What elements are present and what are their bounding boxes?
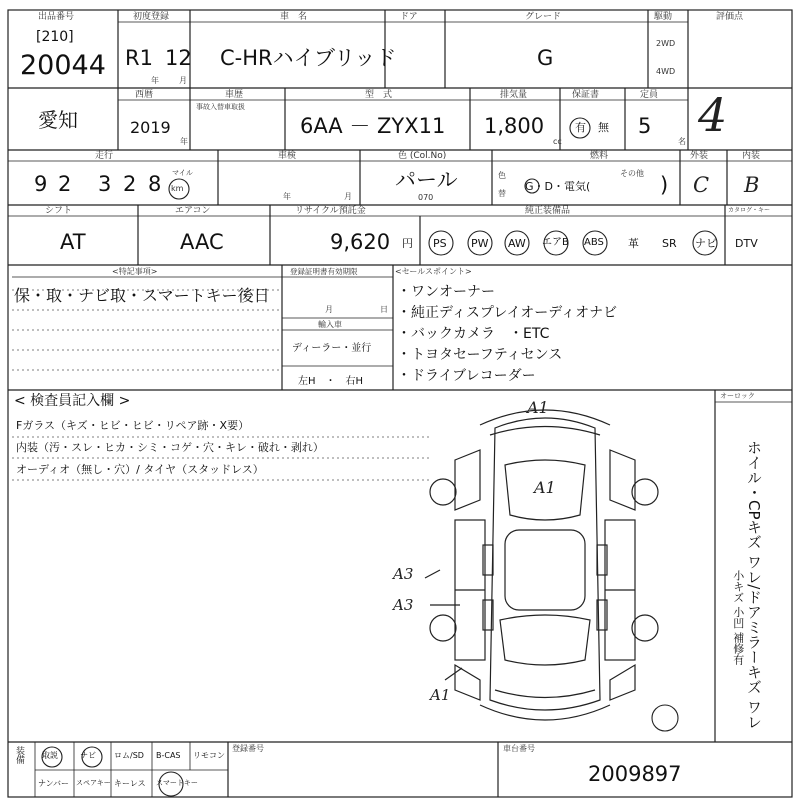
first-reg-era: R1 <box>125 46 153 70</box>
warranty-label: 保証書 <box>572 90 600 100</box>
door-label: ドア <box>400 12 418 22</box>
damage-a1-roof: A1 <box>534 478 556 497</box>
ac: AAC <box>180 230 224 254</box>
shift: AT <box>60 230 86 254</box>
chassis-label: 車台番号 <box>503 744 535 753</box>
unit-month: 月 <box>179 76 187 85</box>
warranty-no: 無 <box>598 121 609 134</box>
year-label: 西暦 <box>135 90 154 100</box>
equip-airbag: エアB <box>542 237 569 248</box>
interior-grade: B <box>744 173 760 197</box>
mileage-digit-1: 9 <box>34 172 48 196</box>
sales-point-5: ・ドライブレコーダー <box>397 368 536 384</box>
history-sub: 事故入替車取扱 <box>196 103 245 111</box>
shift-label: シフト <box>45 206 73 216</box>
damage-a3-left-1: A3 <box>393 565 414 583</box>
first-reg-label: 初度登録 <box>133 12 170 22</box>
sales-point-3: ・バックカメラ ・ETC <box>397 326 550 342</box>
damage-a1-front: A1 <box>527 398 549 417</box>
fuel-close: ) <box>660 173 669 197</box>
equip-pw: PW <box>471 237 489 250</box>
fuel-options: G・D・電気( <box>525 180 591 193</box>
steering-value: 左H ・ 右H <box>298 376 364 387</box>
reg-number-label: 登録番号 <box>232 744 264 753</box>
seats: 5 <box>638 114 652 138</box>
car-name: C-HRハイブリッド <box>220 46 397 70</box>
unit-year: 年 <box>151 76 159 85</box>
exterior-label: 外装 <box>690 151 709 161</box>
displacement-label: 排気量 <box>500 90 528 100</box>
equip-abs: ABS <box>584 237 604 248</box>
car-name-label: 車 名 <box>280 12 308 22</box>
lot-number: 20044 <box>20 50 106 81</box>
side-legend-sub: 小キズ 小凹 補修有 <box>731 570 745 665</box>
expiry-label: 登録証明書有効期限 <box>290 267 358 276</box>
inspector-line-3: オーディオ（無し・穴）/ タイヤ（スタッドレス） <box>16 463 264 476</box>
side-legend: ホイル・CPキズ ワレ/ドアミラーキズ ワレ <box>745 440 763 730</box>
exterior-grade: C <box>693 173 710 197</box>
expiry-month: 月 <box>325 305 333 314</box>
footer-plate: ナンバー <box>38 779 70 788</box>
footer-spare-key: スペアキー <box>76 779 111 787</box>
inspector-label: < 検査員記入欄 > <box>14 393 131 409</box>
equip-dtv: DTV <box>735 237 758 250</box>
lot-bracket: [210] <box>36 29 74 45</box>
first-reg-month: 12 <box>165 46 192 70</box>
special-label: <特記事項> <box>112 267 158 276</box>
displacement-unit: cc <box>553 137 562 146</box>
fuel-label: 燃料 <box>590 151 609 161</box>
grade-label: グレード <box>525 12 562 22</box>
equipment-label: 純正装備品 <box>525 206 571 216</box>
footer-smart-key: スマートキー <box>156 779 198 787</box>
drive-2wd: 2WD <box>656 39 676 48</box>
footer-navi: ナビ <box>80 751 96 760</box>
expiry-day: 日 <box>380 305 388 314</box>
mileage-digit-5: 8 <box>148 172 162 196</box>
footer-remote: リモコン <box>193 751 225 760</box>
history-label: 車歴 <box>225 90 244 100</box>
car-diagram <box>425 410 658 720</box>
color-label: 色 (Col.No) <box>398 151 447 161</box>
footer-label: 装備 <box>14 746 24 764</box>
chassis-number: 2009897 <box>588 762 682 786</box>
equip-leather: 革 <box>628 237 639 250</box>
color-change-1: 色 <box>498 171 506 180</box>
mileage-digit-3: 3 <box>98 172 112 196</box>
warranty-yes: 有 <box>575 121 586 134</box>
import-value: ディーラー・並行 <box>292 343 372 354</box>
sales-point-2: ・純正ディスプレイオーディオナビ <box>397 305 618 321</box>
footer-rom: ロム/SD <box>114 751 144 760</box>
inspector-line-2: 内装（汚・スレ・ヒカ・シミ・コゲ・穴・キレ・破れ・剥れ） <box>16 441 324 454</box>
score-label: 評価点 <box>716 12 744 22</box>
model-code: 6AA － ZYX11 <box>300 114 446 138</box>
equip-ps: PS <box>433 237 447 250</box>
fuel-other: その他 <box>620 169 644 178</box>
sales-point-1: ・ワンオーナー <box>397 284 495 300</box>
displacement: 1,800 <box>484 114 545 138</box>
recycle-label: リサイクル預託金 <box>295 206 366 216</box>
inspector-line-1: Fガラス（キズ・ヒビ・ヒビ・リペア跡・X要） <box>16 419 250 432</box>
lock-label: オーロック <box>720 392 755 400</box>
import-label: 輸入車 <box>318 320 342 329</box>
color-change-2: 替 <box>498 189 506 198</box>
mileage-unit-mile: マイル <box>172 169 193 177</box>
year: 2019 <box>130 118 171 137</box>
year-unit: 年 <box>180 137 188 146</box>
seats-unit: 名 <box>678 137 686 146</box>
special-notes: 保・取・ナビ取・スマートキー後日 <box>14 286 270 305</box>
equip-navi: ナビ <box>695 237 717 250</box>
sales-point-4: ・トヨタセーフティセンス <box>397 347 563 363</box>
recycle-amount: 9,620 <box>330 230 391 254</box>
drive-label: 駆動 <box>654 12 673 22</box>
catalog-label: カタログ・キー <box>728 207 771 214</box>
equip-sr: SR <box>662 237 677 250</box>
interior-label: 内装 <box>742 151 761 161</box>
footer-keyless: キーレス <box>114 779 146 788</box>
mileage-digit-2: 2 <box>58 172 72 196</box>
damage-a3-left-2: A3 <box>393 596 414 614</box>
footer-bcas: B-CAS <box>156 751 181 760</box>
recycle-unit: 円 <box>402 237 413 250</box>
color: パール <box>395 168 458 192</box>
damage-a1-rear: A1 <box>430 686 451 704</box>
equip-aw: AW <box>508 237 526 250</box>
color-code: 070 <box>418 193 434 202</box>
inspect-year: 年 <box>283 192 291 201</box>
sales-label: <セールスポイント> <box>395 267 472 276</box>
region: 愛知 <box>38 108 78 132</box>
seats-label: 定員 <box>640 90 659 100</box>
ac-label: エアコン <box>175 206 211 216</box>
mileage-digit-4: 2 <box>123 172 137 196</box>
drive-4wd: 4WD <box>656 67 676 76</box>
inspect-label: 車検 <box>278 151 297 161</box>
grade: G <box>537 46 554 70</box>
mileage-unit-km: km <box>171 184 184 193</box>
inspect-month: 月 <box>344 192 352 201</box>
score-value: 4 <box>698 88 728 142</box>
footer-manual: 取説 <box>42 751 58 760</box>
lot-label: 出品番号 <box>38 12 75 22</box>
mileage-label: 走行 <box>95 151 114 161</box>
model-label: 型 式 <box>365 90 393 100</box>
